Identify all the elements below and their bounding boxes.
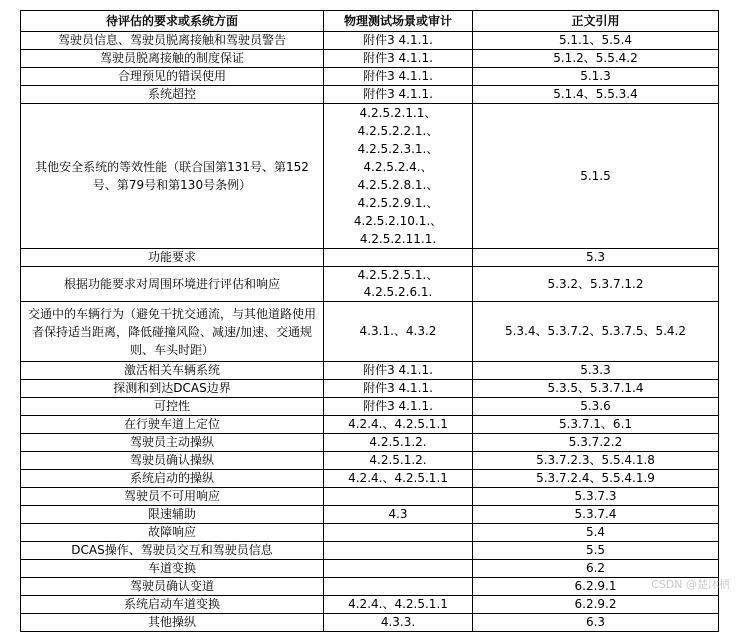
table-row: [21, 267, 719, 302]
requirements-table: [20, 10, 719, 632]
cell-requirement: 交通中的车辆行为（避免干扰交通流，与其他道路使用者保持适当距离，降低碰撞风险、减速/加速、交通规则、车头时距）: [21, 302, 324, 362]
cell-text-reference: 5.3.7.2.2: [473, 434, 719, 452]
table-row: [21, 104, 719, 249]
cell-text-reference: 5.3.6: [473, 398, 719, 416]
cell-test-scenario: [324, 488, 473, 506]
cell-text-reference: 5.1.3: [473, 68, 719, 86]
cell-test-scenario: 附件3 4.1.1.: [324, 32, 473, 50]
table-row: [21, 68, 719, 86]
cell-requirement: 驾驶员确认变道: [21, 578, 324, 596]
cell-requirement: DCAS操作、驾驶员交互和驾驶员信息: [21, 542, 324, 560]
table-row: [21, 86, 719, 104]
cell-test-scenario: 附件3 4.1.1.: [324, 50, 473, 68]
header-text-reference: 正文引用: [473, 11, 719, 32]
cell-test-scenario: 4.2.5.1.2.: [324, 452, 473, 470]
cell-requirement: 驾驶员主动操纵: [21, 434, 324, 452]
header-test-scenario: 物理测试场景或审计: [324, 11, 473, 32]
table-row: [21, 578, 719, 596]
cell-test-scenario: 附件3 4.1.1.: [324, 380, 473, 398]
cell-text-reference: 6.3: [473, 614, 719, 632]
cell-requirement: 可控性: [21, 398, 324, 416]
table-row: [21, 470, 719, 488]
cell-requirement: 激活相关车辆系统: [21, 362, 324, 380]
cell-text-reference: 5.1.4、5.5.3.4: [473, 86, 719, 104]
cell-requirement: 系统启动车道变换: [21, 596, 324, 614]
cell-test-scenario: [324, 249, 473, 267]
cell-requirement: 驾驶员确认操纵: [21, 452, 324, 470]
table-row: [21, 434, 719, 452]
cell-requirement: 驾驶员信息、驾驶员脱离接触和驾驶员警告: [21, 32, 324, 50]
cell-text-reference: 6.2.9.2: [473, 596, 719, 614]
cell-test-scenario: 4.2.4.、4.2.5.1.1: [324, 596, 473, 614]
cell-requirement: 故障响应: [21, 524, 324, 542]
table-row: [21, 560, 719, 578]
cell-text-reference: 5.5: [473, 542, 719, 560]
cell-test-scenario: 4.2.4.、4.2.5.1.1: [324, 416, 473, 434]
cell-requirement: 合理预见的错误使用: [21, 68, 324, 86]
cell-requirement: 其他安全系统的等效性能（联合国第131号、第152号、第79号和第130号条例）: [21, 104, 324, 249]
cell-requirement: 限速辅助: [21, 506, 324, 524]
cell-text-reference: 5.3.7.1、6.1: [473, 416, 719, 434]
cell-requirement: 根据功能要求对周围环境进行评估和响应: [21, 267, 324, 302]
cell-text-reference: 5.3.7.2.3、5.5.4.1.8: [473, 452, 719, 470]
table-row: [21, 50, 719, 68]
table-row: [21, 488, 719, 506]
cell-test-scenario: [324, 560, 473, 578]
cell-text-reference: 5.3.7.3: [473, 488, 719, 506]
table-row: [21, 614, 719, 632]
cell-text-reference: 5.3: [473, 249, 719, 267]
table-header-row: [21, 11, 719, 32]
cell-test-scenario: 附件3 4.1.1.: [324, 68, 473, 86]
cell-text-reference: 5.3.3: [473, 362, 719, 380]
cell-requirement: 其他操纵: [21, 614, 324, 632]
cell-text-reference: 5.3.7.2.4、5.5.4.1.9: [473, 470, 719, 488]
table-row: [21, 596, 719, 614]
cell-test-scenario: 4.2.4.、4.2.5.1.1: [324, 470, 473, 488]
table-row: [21, 416, 719, 434]
cell-test-scenario: 4.2.5.2.1.1、4.2.5.2.2.1.、4.2.5.2.3.1.、4.2.5.2.4.、4.2.5.2.8.1.、4.2.5.2.9.1.、4.2.5.2.10.1.、4.2.5.2.11.1.: [324, 104, 473, 249]
cell-requirement: 系统启动的操纵: [21, 470, 324, 488]
cell-requirement: 车道变换: [21, 560, 324, 578]
cell-test-scenario: 4.2.5.2.5.1.、4.2.5.2.6.1.: [324, 267, 473, 302]
cell-test-scenario: 附件3 4.1.1.: [324, 362, 473, 380]
cell-test-scenario: [324, 524, 473, 542]
cell-text-reference: 5.3.4、5.3.7.2、5.3.7.5、5.4.2: [473, 302, 719, 362]
table-row: [21, 542, 719, 560]
cell-requirement: 系统超控: [21, 86, 324, 104]
table-row: [21, 452, 719, 470]
cell-test-scenario: 附件3 4.1.1.: [324, 86, 473, 104]
cell-requirement: 功能要求: [21, 249, 324, 267]
table-row: [21, 302, 719, 362]
watermark: CSDN @楚沐栖: [651, 578, 730, 591]
cell-text-reference: 6.2: [473, 560, 719, 578]
header-requirement: 待评估的要求或系统方面: [21, 11, 324, 32]
cell-test-scenario: [324, 578, 473, 596]
table-row: [21, 398, 719, 416]
cell-requirement: 探测和到达DCAS边界: [21, 380, 324, 398]
cell-test-scenario: [324, 542, 473, 560]
cell-requirement: 驾驶员不可用响应: [21, 488, 324, 506]
table-row: [21, 32, 719, 50]
table-row: [21, 524, 719, 542]
cell-text-reference: 6.2.9.1: [473, 578, 719, 596]
cell-text-reference: 5.3.7.4: [473, 506, 719, 524]
cell-text-reference: 5.3.2、5.3.7.1.2: [473, 267, 719, 302]
cell-test-scenario: 4.3.3.: [324, 614, 473, 632]
cell-text-reference: 5.1.1、5.5.4: [473, 32, 719, 50]
table-row: [21, 249, 719, 267]
cell-text-reference: 5.3.5、5.3.7.1.4: [473, 380, 719, 398]
cell-text-reference: 5.1.5: [473, 104, 719, 249]
cell-requirement: 驾驶员脱离接触的制度保证: [21, 50, 324, 68]
cell-test-scenario: 4.3.1.、4.3.2: [324, 302, 473, 362]
cell-test-scenario: 4.2.5.1.2.: [324, 434, 473, 452]
table-row: [21, 362, 719, 380]
cell-requirement: 在行驶车道上定位: [21, 416, 324, 434]
cell-test-scenario: 附件3 4.1.1.: [324, 398, 473, 416]
table-row: [21, 506, 719, 524]
cell-text-reference: 5.4: [473, 524, 719, 542]
cell-test-scenario: 4.3: [324, 506, 473, 524]
cell-text-reference: 5.1.2、5.5.4.2: [473, 50, 719, 68]
table-row: [21, 380, 719, 398]
